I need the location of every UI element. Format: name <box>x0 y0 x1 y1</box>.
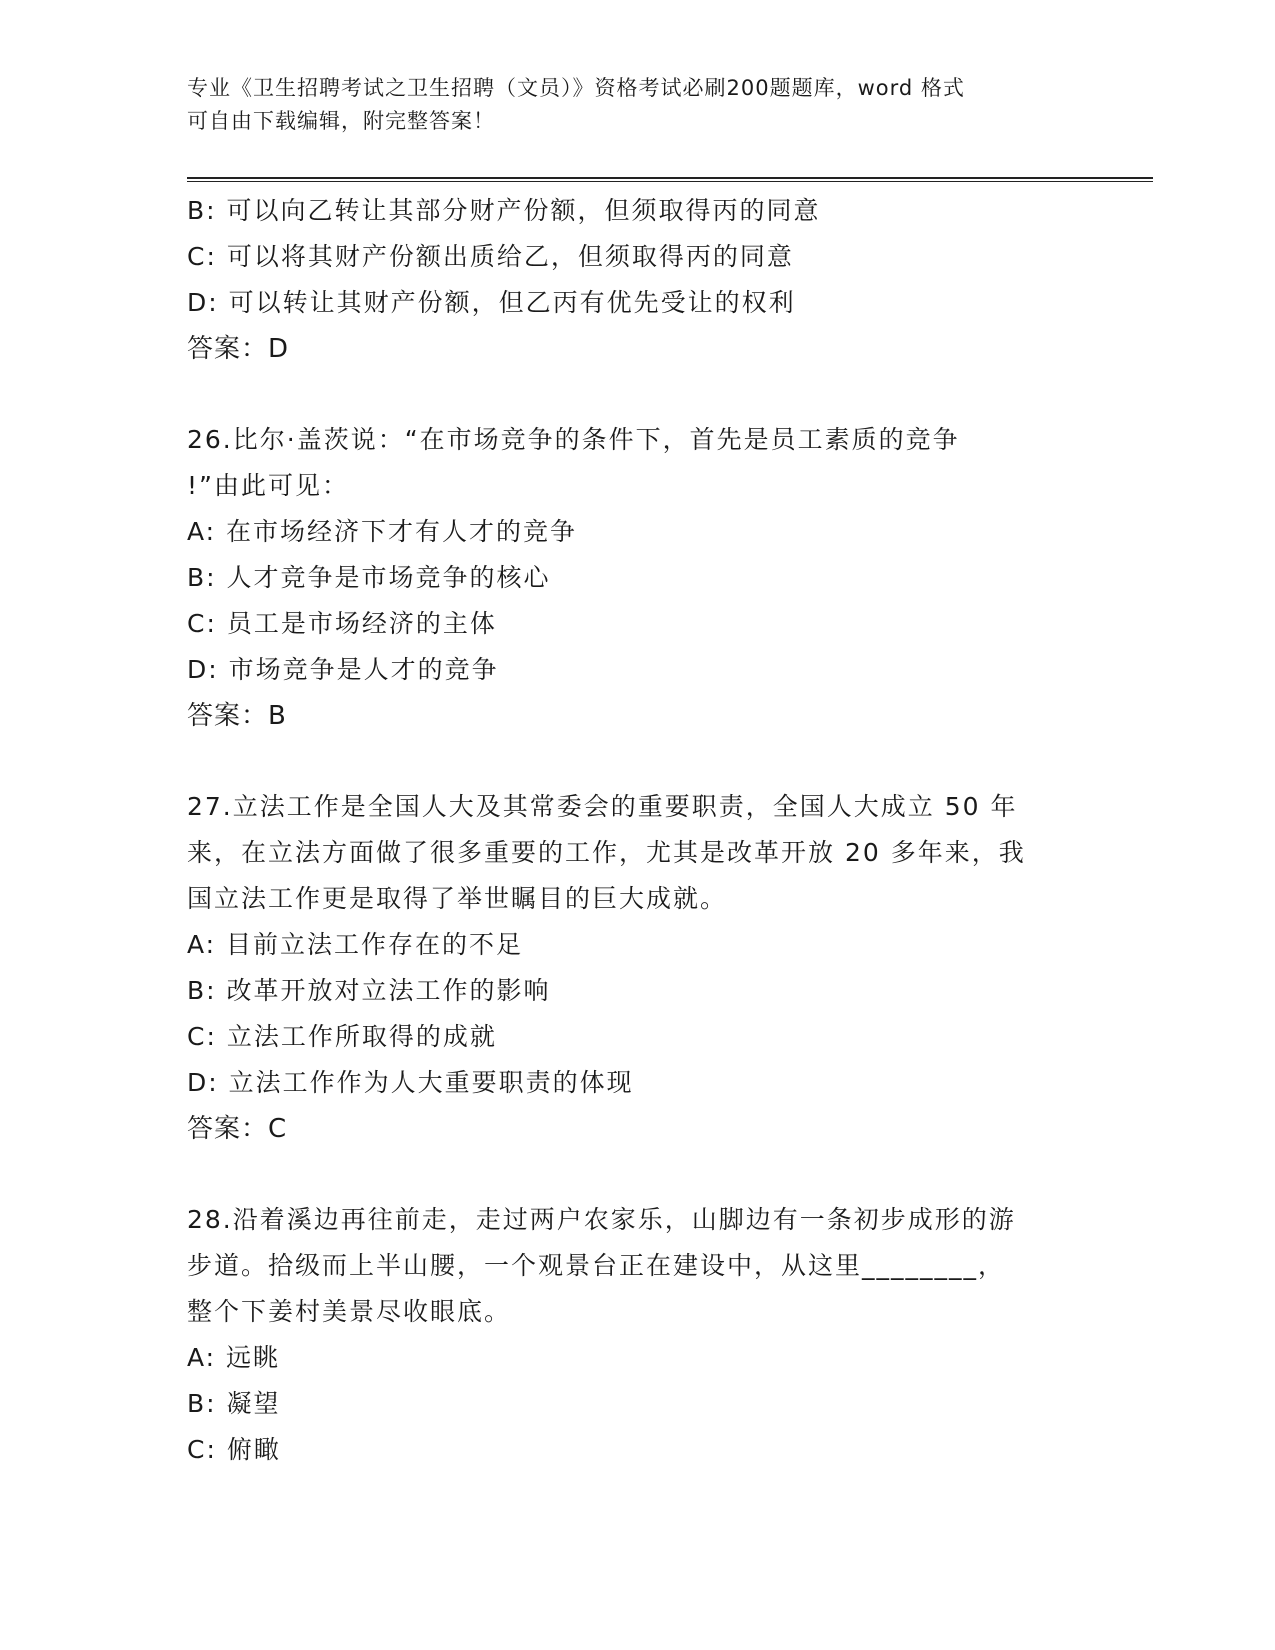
option-d: D: 可以转让其财产份额，但乙丙有优先受让的权利 <box>187 288 796 317</box>
question-stem: 整个下姜村美景尽收眼底。 <box>187 1297 512 1326</box>
header-title-line-1: 专业《卫生招聘考试之卫生招聘（文员）》资格考试必刷200题题库，word 格式 <box>187 76 965 100</box>
question-stem: 国立法工作更是取得了举世瞩目的巨大成就。 <box>187 884 728 913</box>
answer-line: 答案：B <box>187 701 287 731</box>
option-c: C: 俯瞰 <box>187 1435 281 1464</box>
question-stem: 28.沿着溪边再往前走，走过两户农家乐，山脚边有一条初步成形的游 <box>187 1205 1016 1234</box>
question-list <box>187 188 1087 1473</box>
question-stem: !”由此可见： <box>187 471 349 500</box>
option-b: B: 人才竞争是市场竞争的核心 <box>187 563 551 592</box>
option-a: A: 在市场经济下才有人才的竞争 <box>187 517 578 546</box>
option-b: B: 凝望 <box>187 1389 281 1418</box>
header-title-line-2: 可自由下载编辑，附完整答案！ <box>187 109 495 133</box>
question-stem: 来，在立法方面做了很多重要的工作，尤其是改革开放 20 多年来，我 <box>187 838 1026 867</box>
option-a: A: 远眺 <box>187 1343 281 1372</box>
answer-line: 答案：C <box>187 1114 288 1144</box>
option-d: D: 市场竞争是人才的竞争 <box>187 655 499 684</box>
option-c: C: 可以将其财产份额出质给乙，但须取得丙的同意 <box>187 242 794 271</box>
question-stem: 26.比尔·盖茨说：“在市场竞争的条件下，首先是员工素质的竞争 <box>187 425 960 454</box>
question-27 <box>187 784 1087 1152</box>
spacer <box>187 739 1087 784</box>
header-divider <box>187 177 1153 182</box>
question-stem: 步道。拾级而上半山腰，一个观景台正在建设中，从这里________， <box>187 1251 1006 1280</box>
question-stem: 27.立法工作是全国人大及其常委会的重要职责，全国人大成立 50 年 <box>187 792 1018 821</box>
option-b: B: 改革开放对立法工作的影响 <box>187 976 551 1005</box>
spacer <box>187 1152 1087 1197</box>
option-b: B: 可以向乙转让其部分财产份额，但须取得丙的同意 <box>187 196 821 225</box>
spacer <box>187 372 1087 417</box>
option-c: C: 立法工作所取得的成就 <box>187 1022 497 1051</box>
answer-line: 答案：D <box>187 334 290 364</box>
question-25 <box>187 188 1087 372</box>
option-c: C: 员工是市场经济的主体 <box>187 609 497 638</box>
option-d: D: 立法工作作为人大重要职责的体现 <box>187 1068 634 1097</box>
option-a: A: 目前立法工作存在的不足 <box>187 930 524 959</box>
question-26 <box>187 417 1087 739</box>
document-header <box>187 72 1067 138</box>
question-28 <box>187 1197 1087 1473</box>
